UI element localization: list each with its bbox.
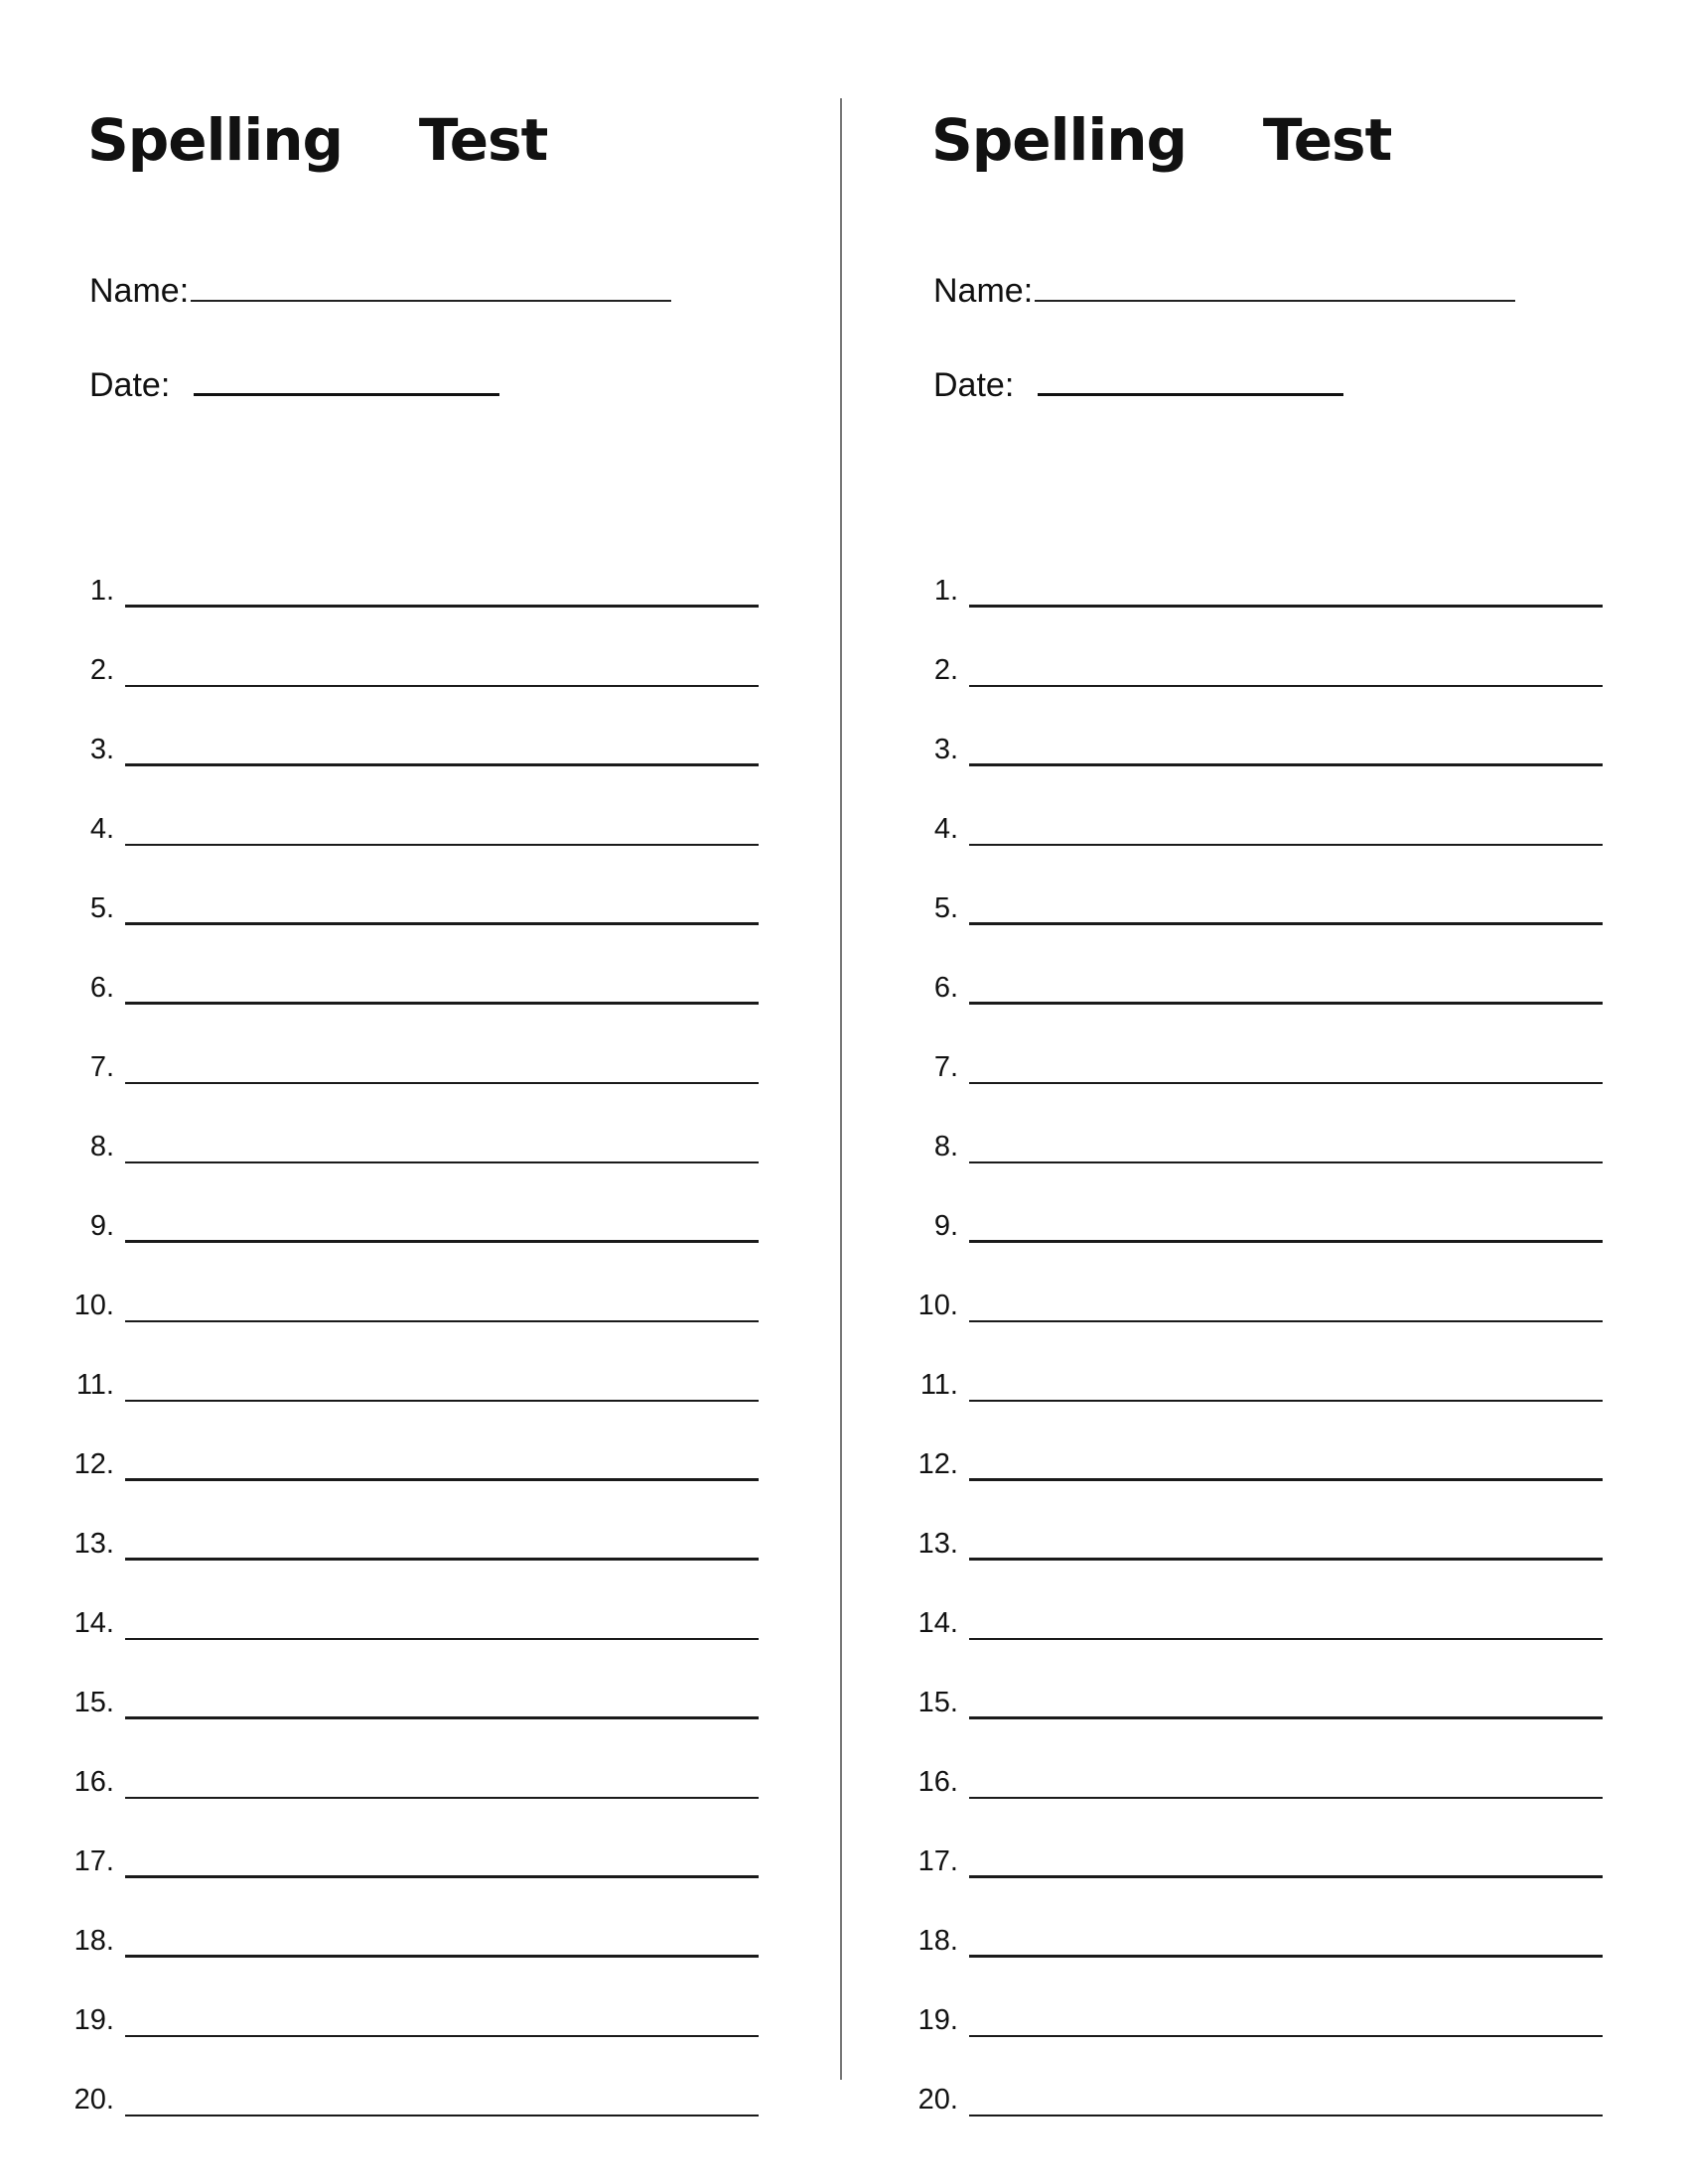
answer-line[interactable] xyxy=(969,1638,1603,1640)
answer-line[interactable] xyxy=(969,1082,1603,1084)
answer-line[interactable] xyxy=(969,2035,1603,2037)
answer-line[interactable] xyxy=(125,844,759,846)
name-field-row xyxy=(933,270,1515,308)
answer-number: 15. xyxy=(73,1687,114,1718)
answer-number: 16. xyxy=(73,1766,114,1798)
answer-number: 9. xyxy=(89,1210,114,1242)
answer-line[interactable] xyxy=(125,1716,759,1719)
answer-number: 10. xyxy=(73,1290,114,1321)
name-blank[interactable] xyxy=(1035,270,1515,302)
answer-number: 19. xyxy=(917,2004,958,2036)
name-blank[interactable] xyxy=(191,270,671,302)
answer-row xyxy=(844,1021,1688,1100)
answer-line[interactable] xyxy=(125,2115,759,2116)
answer-line[interactable] xyxy=(125,1240,759,1243)
name-label: Name: xyxy=(933,272,1034,310)
answer-number: 11. xyxy=(919,1369,958,1401)
date-blank[interactable] xyxy=(1038,363,1343,396)
answer-number: 17. xyxy=(73,1845,114,1877)
answer-row xyxy=(844,1656,1688,1735)
answer-line[interactable] xyxy=(125,1955,759,1958)
answer-number: 2. xyxy=(89,654,114,686)
answer-line[interactable] xyxy=(125,1320,759,1322)
answer-line[interactable] xyxy=(125,1002,759,1005)
answer-line[interactable] xyxy=(125,763,759,766)
answer-row xyxy=(0,544,844,623)
answer-row xyxy=(0,1179,844,1259)
answer-row xyxy=(844,1418,1688,1497)
answer-line[interactable] xyxy=(969,1161,1603,1163)
answer-row xyxy=(844,1576,1688,1656)
name-label: Name: xyxy=(89,272,190,310)
answer-number: 10. xyxy=(917,1290,958,1321)
answer-row xyxy=(0,1259,844,1338)
answer-line[interactable] xyxy=(969,1002,1603,1005)
answer-number: 7. xyxy=(89,1051,114,1083)
answer-row xyxy=(844,1894,1688,1974)
answer-number: 16. xyxy=(917,1766,958,1798)
answer-number: 18. xyxy=(73,1925,114,1957)
answer-row xyxy=(844,1815,1688,1894)
answer-line[interactable] xyxy=(969,1955,1603,1958)
answer-line[interactable] xyxy=(969,922,1603,925)
answer-number: 20. xyxy=(917,2084,958,2116)
worksheet-title: Spelling Test xyxy=(931,106,1392,174)
answer-list xyxy=(0,544,844,2132)
answer-row xyxy=(844,1259,1688,1338)
answer-row xyxy=(0,782,844,862)
answer-row xyxy=(0,1815,844,1894)
answer-number: 3. xyxy=(89,734,114,765)
answer-number: 5. xyxy=(933,892,958,924)
answer-row xyxy=(0,1100,844,1179)
answer-line[interactable] xyxy=(969,1240,1603,1243)
answer-row xyxy=(0,1656,844,1735)
answer-number: 8. xyxy=(89,1131,114,1162)
answer-row xyxy=(844,862,1688,941)
answer-row xyxy=(0,623,844,703)
answer-line[interactable] xyxy=(969,1478,1603,1481)
answer-line[interactable] xyxy=(969,1320,1603,1322)
answer-number: 18. xyxy=(917,1925,958,1957)
answer-row xyxy=(0,1021,844,1100)
answer-line[interactable] xyxy=(969,1716,1603,1719)
answer-number: 6. xyxy=(933,972,958,1004)
answer-line[interactable] xyxy=(969,605,1603,608)
answer-row xyxy=(0,1735,844,1815)
answer-row xyxy=(0,941,844,1021)
worksheet-title: Spelling Test xyxy=(87,106,548,174)
answer-row xyxy=(844,1338,1688,1418)
answer-number: 17. xyxy=(917,1845,958,1877)
answer-number: 8. xyxy=(933,1131,958,1162)
date-blank[interactable] xyxy=(194,363,499,396)
answer-line[interactable] xyxy=(125,1161,759,1163)
answer-number: 2. xyxy=(933,654,958,686)
answer-line[interactable] xyxy=(125,1638,759,1640)
name-field-row xyxy=(89,270,671,308)
date-label: Date: xyxy=(933,366,1015,404)
date-field-row xyxy=(89,363,499,402)
answer-line[interactable] xyxy=(969,844,1603,846)
answer-line[interactable] xyxy=(969,2115,1603,2116)
answer-line[interactable] xyxy=(969,1875,1603,1878)
answer-row xyxy=(844,703,1688,782)
answer-row xyxy=(0,1576,844,1656)
answer-row xyxy=(0,1338,844,1418)
answer-row xyxy=(844,544,1688,623)
answer-line[interactable] xyxy=(125,922,759,925)
answer-line[interactable] xyxy=(969,685,1603,687)
answer-row xyxy=(844,941,1688,1021)
date-label: Date: xyxy=(89,366,171,404)
answer-row xyxy=(844,623,1688,703)
answer-number: 13. xyxy=(917,1528,958,1560)
answer-number: 5. xyxy=(89,892,114,924)
answer-line[interactable] xyxy=(125,605,759,608)
answer-line[interactable] xyxy=(125,1875,759,1878)
answer-number: 4. xyxy=(933,813,958,845)
answer-row xyxy=(844,782,1688,862)
answer-number: 14. xyxy=(73,1607,114,1639)
answer-row xyxy=(844,1179,1688,1259)
answer-number: 1. xyxy=(933,575,958,607)
date-field-row xyxy=(933,363,1343,402)
answer-line[interactable] xyxy=(969,763,1603,766)
answer-number: 12. xyxy=(917,1448,958,1480)
answer-number: 3. xyxy=(933,734,958,765)
answer-line[interactable] xyxy=(125,2035,759,2037)
answer-line[interactable] xyxy=(125,685,759,687)
answer-number: 4. xyxy=(89,813,114,845)
answer-number: 9. xyxy=(933,1210,958,1242)
answer-line[interactable] xyxy=(969,1400,1603,1402)
answer-number: 7. xyxy=(933,1051,958,1083)
answer-row xyxy=(844,1497,1688,1576)
answer-number: 12. xyxy=(73,1448,114,1480)
answer-row xyxy=(0,703,844,782)
answer-number: 20. xyxy=(73,2084,114,2116)
answer-line[interactable] xyxy=(125,1478,759,1481)
answer-number: 14. xyxy=(917,1607,958,1639)
answer-list xyxy=(844,544,1688,2132)
answer-number: 19. xyxy=(73,2004,114,2036)
answer-row xyxy=(0,2053,844,2132)
answer-row xyxy=(0,1418,844,1497)
answer-line[interactable] xyxy=(125,1400,759,1402)
answer-row xyxy=(844,1100,1688,1179)
answer-number: 1. xyxy=(89,575,114,607)
answer-row xyxy=(0,1894,844,1974)
answer-row xyxy=(0,1974,844,2053)
answer-line[interactable] xyxy=(969,1797,1603,1799)
answer-line[interactable] xyxy=(125,1082,759,1084)
answer-line[interactable] xyxy=(969,1558,1603,1561)
answer-row xyxy=(0,862,844,941)
answer-row xyxy=(844,1735,1688,1815)
answer-row xyxy=(844,1974,1688,2053)
answer-number: 13. xyxy=(73,1528,114,1560)
answer-line[interactable] xyxy=(125,1797,759,1799)
answer-number: 15. xyxy=(917,1687,958,1718)
answer-line[interactable] xyxy=(125,1558,759,1561)
answer-row xyxy=(844,2053,1688,2132)
answer-row xyxy=(0,1497,844,1576)
worksheet-right xyxy=(844,0,1688,2184)
answer-number: 6. xyxy=(89,972,114,1004)
answer-number: 11. xyxy=(75,1369,114,1401)
